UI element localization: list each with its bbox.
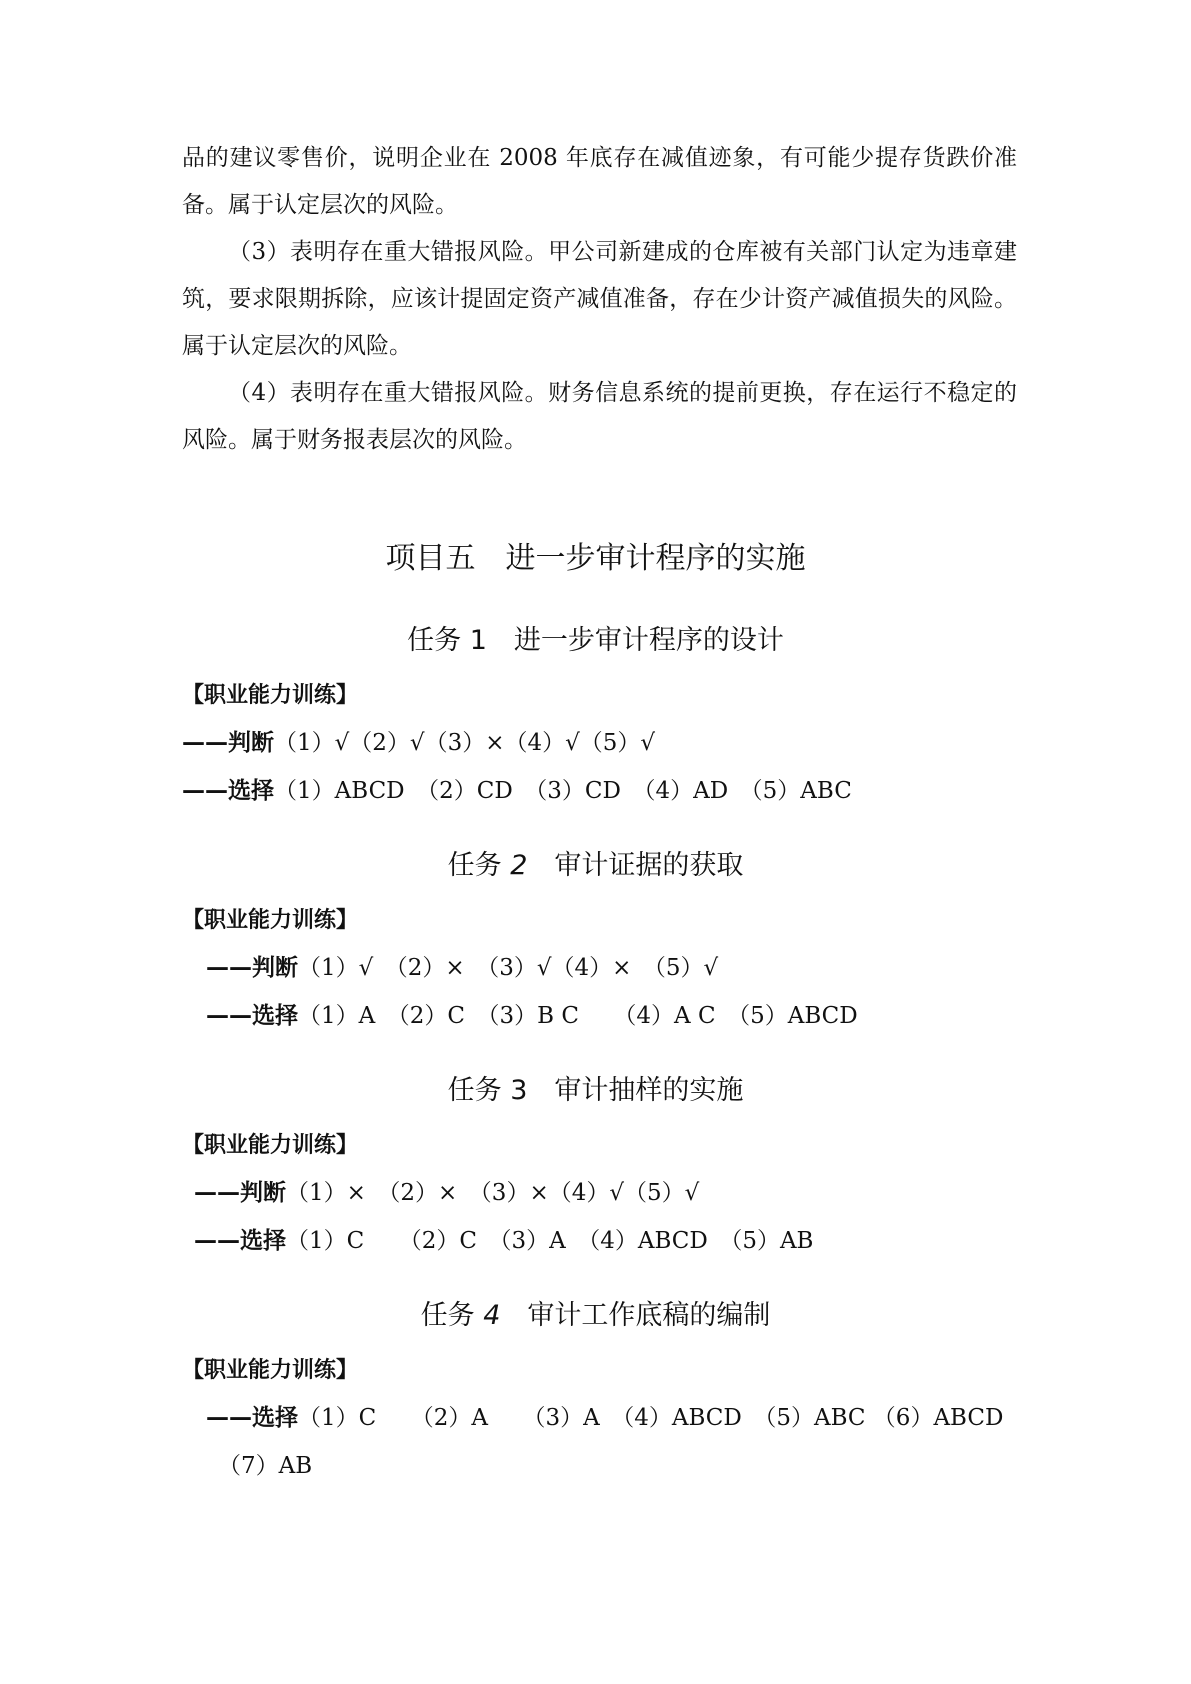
intro-paragraph-2: （3）表明存在重大错报风险。甲公司新建成的仓库被有关部门认定为违章建筑，要求限期拆除，应该计提固定资产减值准备，存在少计资产减值损失的风险。属于认定层次的风险。 — [182, 239, 1017, 359]
task-2-title-prefix: 任务 — [447, 850, 511, 881]
task-3-title-prefix: 任务 3 — [447, 1075, 555, 1106]
task-4-choice-continuation: （7）AB — [218, 1453, 313, 1479]
task-1-choice-line — [182, 772, 852, 805]
task-3-title — [0, 1068, 1191, 1107]
task-2-choice-answers: （1）A （2）C （3）B C （4）A C （5）ABCD — [298, 1003, 858, 1029]
task-2-title-text: 审计证据的获取 — [527, 850, 744, 881]
task-2-choice-lead: ——选择 — [206, 1003, 298, 1029]
task-1-title-prefix: 任务 1 — [407, 625, 514, 656]
task-1-title — [0, 618, 1191, 657]
task-4-training-label: 【职业能力训练】 — [182, 1358, 359, 1383]
task-2-choice-line — [206, 997, 858, 1030]
task-2-title-num: 2 — [510, 850, 528, 881]
task-4-choice-lead: ——选择 — [206, 1405, 298, 1431]
task-3-choice-lead: ——选择 — [194, 1228, 286, 1254]
task-2-training-label: 【职业能力训练】 — [182, 908, 359, 933]
intro-paragraph-3: （4）表明存在重大错报风险。财务信息系统的提前更换，存在运行不稳定的风险。属于财务报表层次的风险。 — [182, 380, 1017, 453]
task-3-training-label: 【职业能力训练】 — [182, 1133, 359, 1158]
task-4-title-text: 审计工作底稿的编制 — [500, 1300, 771, 1331]
intro-paragraph-1: 品的建议零售价，说明企业在 2008 年底存在减值迹象，有可能少提存货跌价准备。属于认定层次的风险。 — [182, 145, 1017, 218]
task-1-training-label: 【职业能力训练】 — [182, 683, 359, 708]
task-1-judge-lead: ——判断 — [182, 730, 274, 756]
task-1-choice-answers: （1）ABCD （2）CD （3）CD （4）AD （5）ABC — [274, 778, 852, 804]
task-3-judge-lead: ——判断 — [194, 1180, 286, 1206]
task-2-judge-line — [206, 949, 718, 982]
task-3-title-text: 审计抽样的实施 — [554, 1075, 744, 1106]
task-3-judge-line — [194, 1174, 699, 1207]
task-3-choice-answers: （1）C （2）C （3）A （4）ABCD （5）AB — [286, 1228, 814, 1254]
task-4-title — [0, 1293, 1191, 1332]
task-1-title-text: 进一步审计程序的设计 — [513, 625, 784, 656]
task-1-judge-line — [182, 724, 655, 757]
task-4-title-prefix: 任务 — [420, 1300, 484, 1331]
task-2-judge-answers: （1）√ （2）× （3）√（4）× （5）√ — [298, 955, 719, 981]
project-title: 项目五 进一步审计程序的实施 — [385, 541, 806, 576]
task-4-choice-answers: （1）C （2）A （3）A （4）ABCD （5）ABC （6）ABCD — [298, 1405, 1004, 1431]
task-4-title-num: 4 — [483, 1300, 501, 1331]
task-1-choice-lead: ——选择 — [182, 778, 274, 804]
task-2-judge-lead: ——判断 — [206, 955, 298, 981]
task-2-title — [0, 843, 1191, 882]
task-3-choice-line — [194, 1222, 813, 1255]
task-4-choice-line — [206, 1399, 1003, 1432]
task-3-judge-answers: （1）× （2）× （3）×（4）√（5）√ — [286, 1180, 700, 1206]
task-1-judge-answers: （1）√（2）√（3）×（4）√（5）√ — [274, 730, 656, 756]
